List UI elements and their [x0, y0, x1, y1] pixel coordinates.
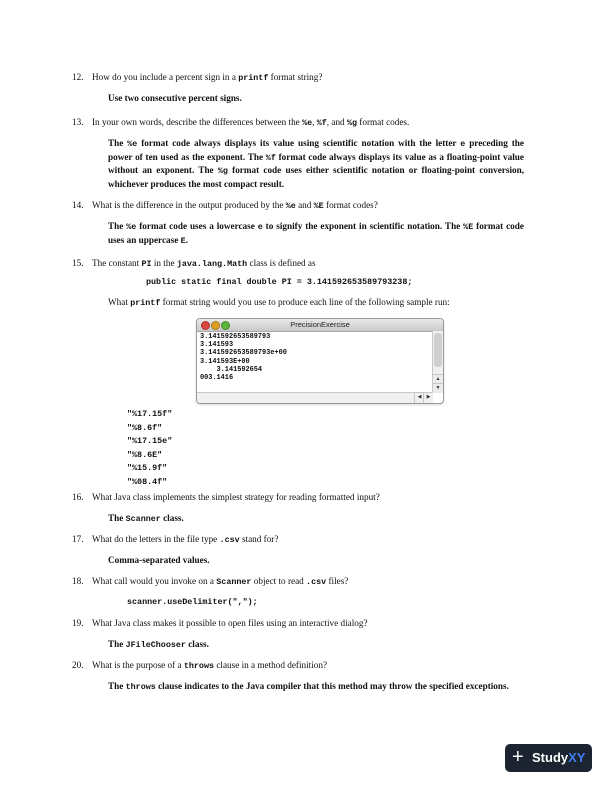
- question-19: [72, 617, 524, 630]
- answer-text: .: [185, 234, 188, 245]
- format-string: "%17.15f": [127, 409, 173, 419]
- format-string-list: [127, 408, 172, 490]
- question-text: What Java class makes it possible to open files using an interactive dialog?: [92, 618, 368, 628]
- output-line: 3.141592653589793: [200, 333, 271, 341]
- question-14: [72, 199, 524, 213]
- answer-20: [108, 680, 524, 694]
- question-12: [72, 71, 524, 85]
- answer-text: clause indicates to the Java compiler that this method may throw the specified exceptions.: [155, 681, 509, 691]
- answer-17: Comma-separated values.: [108, 555, 210, 565]
- question-number: 14.: [72, 200, 84, 210]
- answer-text: The: [108, 138, 128, 148]
- output-line: 3.141592653589793e+00: [200, 349, 287, 358]
- inline-code: Scanner: [216, 577, 252, 587]
- inline-code: %e: [285, 201, 296, 211]
- answer-text: format code uses an uppercase: [108, 221, 524, 245]
- question-text: In your own words, describe the differences between the: [92, 117, 303, 127]
- answer-14: [108, 220, 524, 247]
- question-text: format string?: [268, 72, 323, 82]
- question-text: What do the letters in the file type: [92, 534, 220, 544]
- answer-text: The: [108, 513, 126, 523]
- scroll-down-icon[interactable]: ▼: [432, 383, 443, 393]
- answer-text: class.: [185, 639, 209, 649]
- answer-text: format code uses either scientific notation or floating-point conversion, whichever produces the most compact result.: [108, 165, 524, 189]
- question-20: [72, 659, 524, 673]
- inline-code: e: [460, 139, 466, 149]
- window-titlebar: [197, 319, 443, 332]
- inline-code: %E: [313, 201, 324, 211]
- question-text: format codes?: [323, 200, 378, 210]
- question-text: What is the difference in the output produced by the: [92, 200, 286, 210]
- answer-16: [108, 512, 524, 526]
- sample-run-window: [196, 318, 444, 404]
- question-text: What Java class implements the simplest strategy for reading formatted input?: [92, 492, 380, 502]
- question-number: 19.: [72, 618, 84, 628]
- brand-accent: XY: [568, 750, 586, 765]
- question-text: What: [108, 297, 131, 307]
- question-17: [72, 533, 524, 547]
- scroll-up-icon[interactable]: ▲: [432, 374, 443, 384]
- question-number: 12.: [72, 72, 84, 82]
- plus-icon: +: [512, 746, 524, 768]
- answer-text: The: [108, 681, 126, 691]
- inline-code: %E: [463, 222, 474, 232]
- inline-code: .csv: [306, 577, 327, 587]
- inline-code: printf: [130, 298, 161, 308]
- answer-19: [108, 638, 524, 652]
- question-text: in the: [151, 258, 177, 268]
- inline-code: %g: [346, 118, 357, 128]
- question-number: 18.: [72, 576, 84, 586]
- inline-code: throws: [125, 682, 156, 692]
- inline-code: %e: [126, 222, 137, 232]
- question-text: format string would you use to produce each line of the following sample run:: [160, 297, 450, 307]
- question-text: format codes.: [357, 117, 410, 127]
- answer-text: format code always displays its value as a floating-point value without an exponent. The: [108, 151, 524, 176]
- inline-code: %e: [302, 118, 313, 128]
- format-string: "%15.9f": [127, 463, 168, 474]
- studyxy-badge[interactable]: [505, 744, 592, 772]
- question-text: and: [295, 200, 314, 210]
- scroll-left-icon[interactable]: ◀: [414, 393, 424, 403]
- question-text: stand for?: [239, 534, 279, 544]
- inline-code: printf: [238, 73, 269, 83]
- question-text: clause in a method definition?: [214, 660, 328, 670]
- format-string: "%17.15e": [127, 436, 173, 447]
- question-number: 13.: [72, 117, 84, 127]
- inline-code: throws: [183, 661, 215, 671]
- output-line: 3.141593E+00: [200, 357, 250, 366]
- format-string: "%8.6f": [127, 422, 163, 433]
- answer-13: [108, 137, 524, 190]
- question-15-followup: [108, 296, 528, 310]
- output-line: 3.141592654: [200, 365, 263, 374]
- inline-code: .csv: [219, 535, 240, 545]
- inline-code: %f: [265, 152, 276, 163]
- question-16: [72, 491, 524, 504]
- question-text: object to read: [251, 576, 307, 586]
- format-string: "%8.6E": [127, 449, 163, 460]
- inline-code: PI: [141, 259, 152, 269]
- console-output: [200, 333, 431, 382]
- question-13: [72, 116, 524, 130]
- question-18: [72, 575, 524, 589]
- answer-12: Use two consecutive percent signs.: [108, 93, 242, 103]
- inline-code: Scanner: [125, 514, 161, 524]
- answer-text: The: [108, 221, 127, 231]
- question-text: class is defined as: [247, 258, 316, 268]
- inline-code: JFileChooser: [125, 640, 186, 650]
- answer-text: preceding the power of ten used as the exponent. The: [108, 138, 524, 162]
- answer-text: format code always displays its value using scientific notation with the letter: [137, 138, 461, 148]
- code-line: public static final double PI = 3.141592653589793238;: [146, 277, 413, 287]
- answer-text: class.: [160, 513, 184, 523]
- inline-code: java.lang.Math: [176, 259, 248, 269]
- question-text: ,: [312, 117, 317, 127]
- scroll-right-icon[interactable]: ▶: [423, 393, 433, 403]
- answer-text: to signify the exponent in scientific notation. The: [262, 221, 464, 231]
- answer-text: The: [108, 639, 126, 649]
- output-line: 003.1416: [200, 374, 234, 383]
- question-number: 20.: [72, 660, 84, 670]
- scroll-thumb[interactable]: [434, 333, 442, 367]
- question-number: 16.: [72, 492, 84, 502]
- question-number: 15.: [72, 258, 84, 268]
- question-number: 17.: [72, 534, 84, 544]
- brand-main: Study: [532, 750, 569, 765]
- question-text: How do you include a percent sign in a: [92, 72, 239, 82]
- output-line: 3.141593: [200, 341, 234, 350]
- question-text: What is the purpose of a: [92, 660, 184, 670]
- brand-name: [532, 750, 585, 766]
- question-text: , and: [326, 117, 347, 127]
- inline-code: %g: [217, 166, 228, 177]
- inline-code: %e: [127, 139, 138, 149]
- answer-text: format code uses a lowercase: [136, 221, 258, 231]
- code-line: scanner.useDelimiter(",");: [127, 597, 258, 607]
- question-text: The constant: [92, 258, 142, 268]
- window-title: PrecisionExercise: [290, 320, 350, 329]
- inline-code: %f: [316, 118, 327, 128]
- question-text: What call would you invoke on a: [92, 576, 217, 586]
- inline-code: e: [257, 222, 263, 232]
- inline-code: E: [180, 235, 186, 246]
- question-text: files?: [326, 576, 349, 586]
- horizontal-scrollbar[interactable]: [197, 392, 433, 403]
- format-string: "%08.4f": [127, 476, 168, 487]
- question-15: [72, 257, 524, 271]
